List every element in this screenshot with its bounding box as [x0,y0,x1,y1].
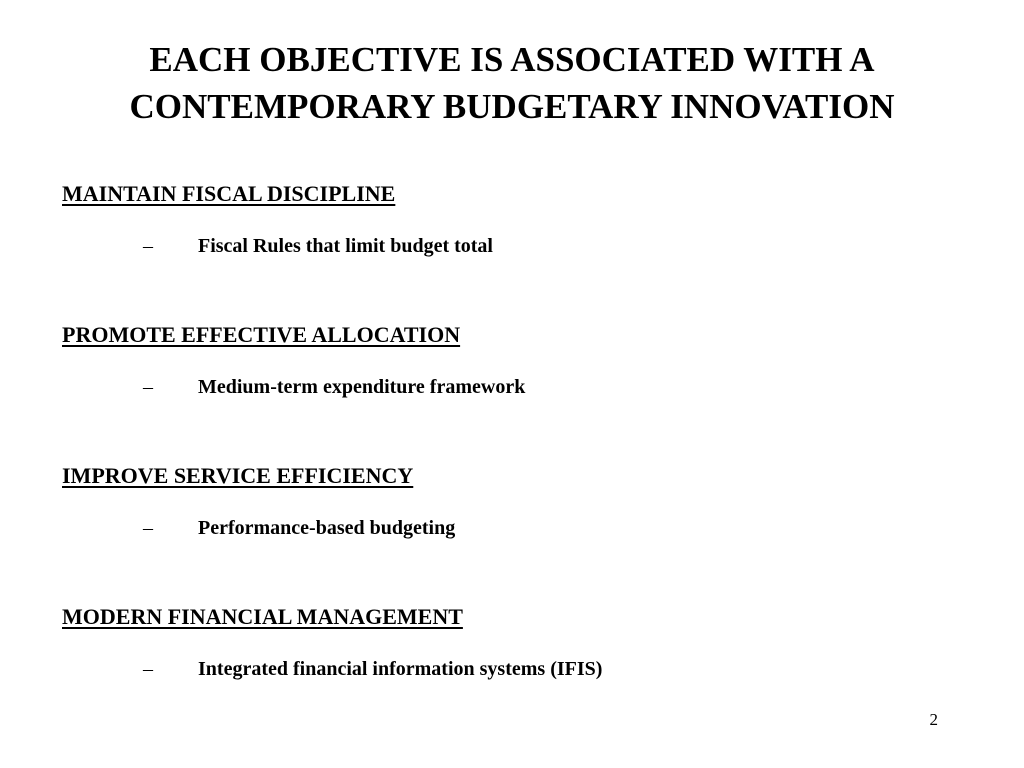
objective-section-effective-allocation [62,322,962,400]
innovation-bullet [62,374,962,400]
slide-title-line-1: EACH OBJECTIVE IS ASSOCIATED WITH A [149,40,875,79]
slide-title [0,36,1024,130]
bullet-dash: – [143,517,153,539]
objective-section-fiscal-discipline [62,181,962,259]
objective-section-financial-management [62,604,962,682]
objective-heading: MODERN FINANCIAL MANAGEMENT [62,604,463,629]
slide-title-line-2: CONTEMPORARY BUDGETARY INNOVATION [129,87,895,126]
innovation-text: Integrated financial information systems (IFIS) [198,658,603,680]
innovation-bullet [62,656,962,682]
innovation-text: Performance-based budgeting [198,517,456,539]
bullet-dash: – [143,376,153,398]
bullet-dash: – [143,658,153,680]
innovation-bullet [62,233,962,259]
objective-heading: IMPROVE SERVICE EFFICIENCY [62,463,414,488]
objective-heading: MAINTAIN FISCAL DISCIPLINE [62,181,396,206]
page-number: 2 [929,710,938,729]
innovation-text: Fiscal Rules that limit budget total [198,235,493,257]
innovation-bullet [62,515,962,541]
bullet-dash: – [143,235,153,257]
objective-heading: PROMOTE EFFECTIVE ALLOCATION [62,322,461,347]
innovation-text: Medium-term expenditure framework [198,376,526,398]
objective-section-service-efficiency [62,463,962,541]
